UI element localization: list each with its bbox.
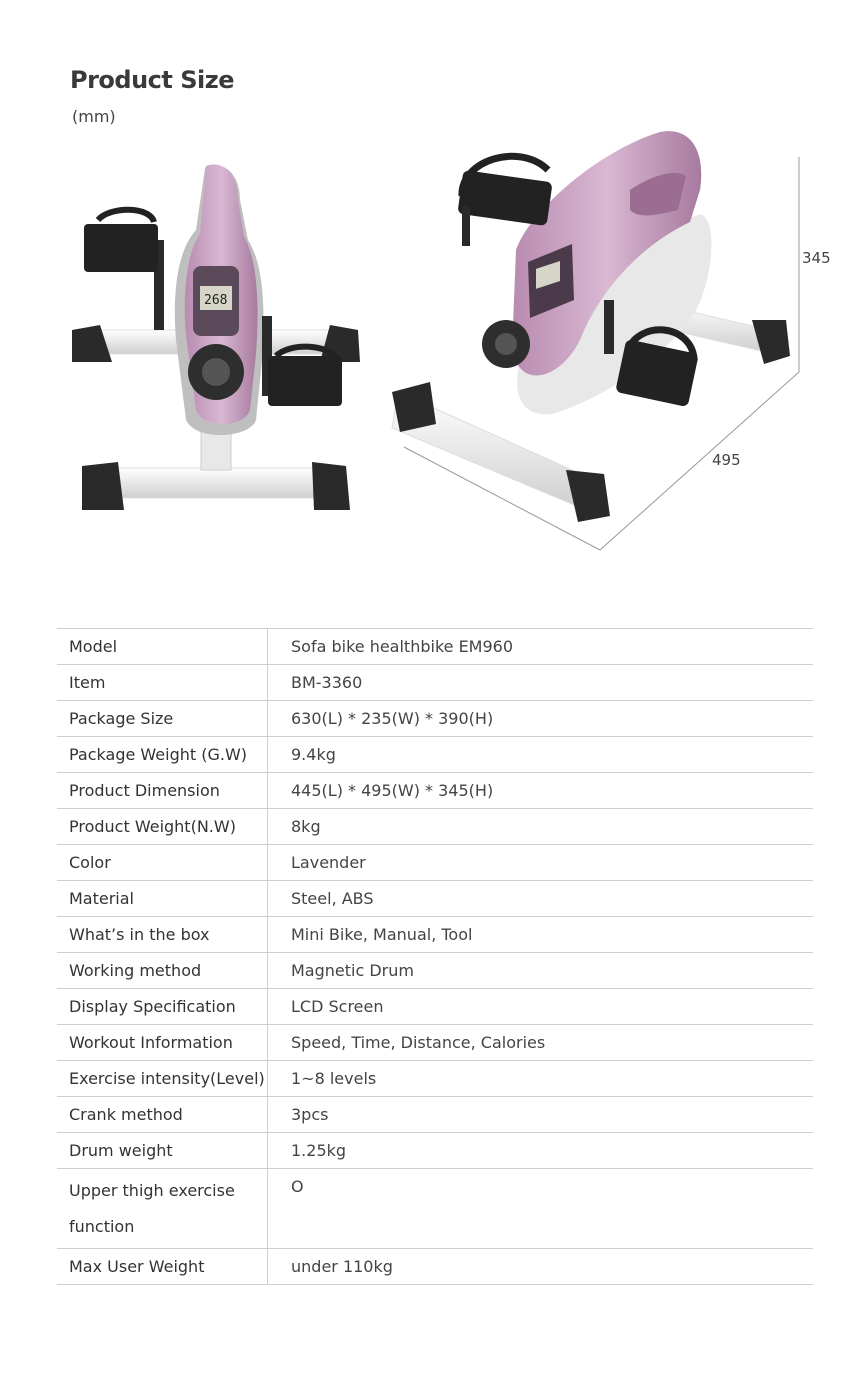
table-row — [57, 1133, 813, 1169]
length-dimension-label: 495 — [712, 451, 741, 469]
spec-value: O — [268, 1169, 814, 1249]
table-row — [57, 1025, 813, 1061]
table-row — [57, 989, 813, 1025]
spec-table — [57, 628, 813, 1285]
spec-key: Material — [57, 881, 268, 917]
table-row — [57, 1169, 813, 1249]
spec-value: 3pcs — [268, 1097, 814, 1133]
spec-key: Workout Information — [57, 1025, 268, 1061]
spec-key: Product Dimension — [57, 773, 268, 809]
svg-text:268: 268 — [204, 293, 228, 308]
spec-value: Magnetic Drum — [268, 953, 814, 989]
spec-value: 1~8 levels — [268, 1061, 814, 1097]
unit-label: (mm) — [72, 107, 116, 126]
spec-value: BM-3360 — [268, 665, 814, 701]
table-row — [57, 1097, 813, 1133]
spec-value: Mini Bike, Manual, Tool — [268, 917, 814, 953]
front-view-bike — [72, 164, 360, 510]
spec-key: Upper thigh exercise function — [57, 1169, 268, 1249]
spec-key: Exercise intensity(Level) — [57, 1061, 268, 1097]
height-dimension-label: 345 — [802, 249, 831, 267]
spec-key: Package Size — [57, 701, 268, 737]
spec-value: Steel, ABS — [268, 881, 814, 917]
table-row — [57, 665, 813, 701]
table-row — [57, 953, 813, 989]
table-row — [57, 629, 813, 665]
table-row — [57, 917, 813, 953]
spec-value: 9.4kg — [268, 737, 814, 773]
spec-value: Speed, Time, Distance, Calories — [268, 1025, 814, 1061]
table-row — [57, 1061, 813, 1097]
spec-value: 445(L) * 495(W) * 345(H) — [268, 773, 814, 809]
spec-key: Max User Weight — [57, 1249, 268, 1285]
spec-key: What’s in the box — [57, 917, 268, 953]
product-illustration — [0, 120, 859, 600]
spec-value: under 110kg — [268, 1249, 814, 1285]
spec-key: Crank method — [57, 1097, 268, 1133]
spec-key: Drum weight — [57, 1133, 268, 1169]
spec-key: Item — [57, 665, 268, 701]
table-row — [57, 845, 813, 881]
table-row — [57, 773, 813, 809]
spec-key: Display Specification — [57, 989, 268, 1025]
spec-key: Color — [57, 845, 268, 881]
section-title: Product Size — [70, 66, 234, 94]
spec-value: Sofa bike healthbike EM960 — [268, 629, 814, 665]
table-row — [57, 701, 813, 737]
table-row — [57, 1249, 813, 1285]
spec-key: Package Weight (G.W) — [57, 737, 268, 773]
spec-value: 630(L) * 235(W) * 390(H) — [268, 701, 814, 737]
spec-key: Working method — [57, 953, 268, 989]
spec-value: Lavender — [268, 845, 814, 881]
table-row — [57, 809, 813, 845]
spec-key: Product Weight(N.W) — [57, 809, 268, 845]
spec-value: 8kg — [268, 809, 814, 845]
table-row — [57, 881, 813, 917]
spec-value: 1.25kg — [268, 1133, 814, 1169]
table-row — [57, 737, 813, 773]
spec-key: Model — [57, 629, 268, 665]
spec-value: LCD Screen — [268, 989, 814, 1025]
